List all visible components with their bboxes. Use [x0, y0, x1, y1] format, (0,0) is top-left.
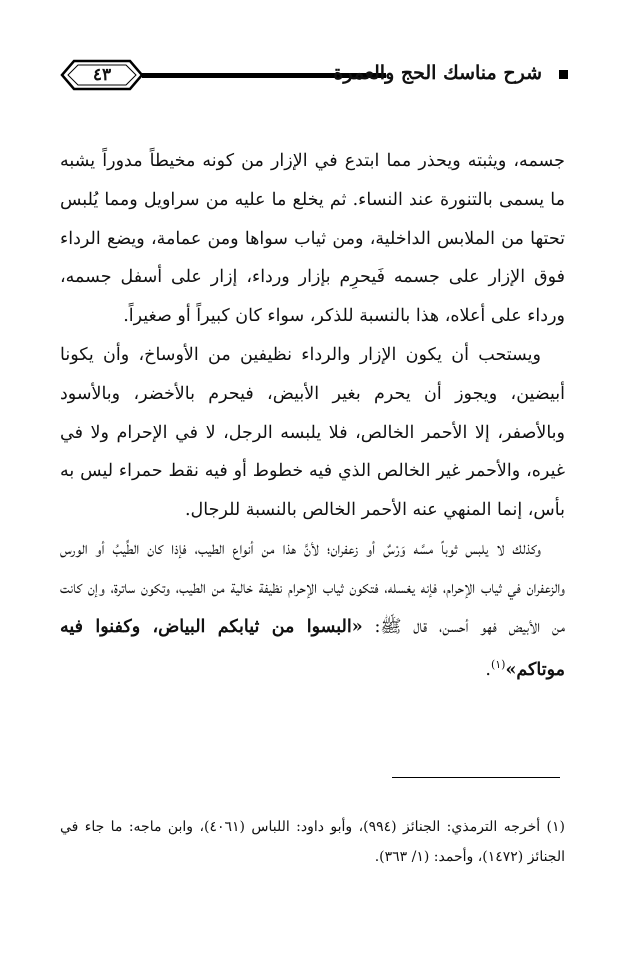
footnote-divider [392, 777, 560, 778]
paragraph-2: ويستحب أن يكون الإزار والرداء نظيفين من الأوساخ، وأن يكونا أبيضين، ويجوز أن يحرم بغير الأبيض، فيحرم بالأخضر، وبالأسود وبالأصفر، إلا الأحمر الخالص، فلا يلبسه الرجل، لا في الإحرام ولا في غيره، والأحمر غير الخالص الذي فيه خطوط أو فيه نقط حمراء ليس به بأس، إنما المنهي عنه الأحمر الخالص بالنسبة للرجال. [60, 344, 565, 521]
page-number-badge [60, 58, 144, 92]
footnote: (١) أخرجه الترمذي: الجنائز (٩٩٤)، وأبو داود: اللباس (٤٠٦١)، وابن ماجه: ما جاء في الجنائز (١٤٧٢)، وأحمد: (١/ ٣٦٣). [60, 819, 565, 865]
paragraph-3 [60, 530, 565, 690]
title-bullet-icon [559, 70, 568, 79]
main-text [60, 142, 565, 690]
paragraph-3-text: وكذلك لا يلبس ثوباً مسَّه وَرْسٌ أو زعفران؛ لأنَّ هذا من أنواع الطيب، فإذا كان الطِّيبُ أو الورس والزعفران في ثياب الإحرام، فإنه يغسله، فتكون ثياب الإحرام نظيفة خالية من الطيب، وتكون ساترة، وإن كانت من الأبيض فهو أحسن، قال ﷺ: [60, 538, 565, 637]
page-header [60, 54, 568, 98]
hadith-quote: «البسوا من ثيابكم البياض، وكفنوا فيه موتاكم» [60, 616, 565, 681]
paragraph-1: جسمه، ويثبته ويحذر مما ابتدع في الإزار من كونه مخيطاً مدوراً يشبه ما يسمى بالتنورة عند النساء. ثم يخلع ما عليه من سراويل ومما يُلبس تحتها من الملابس الداخلية، ومن ثياب سواها ومن عمامة، ويضع الرداء فوق الإزار على جسمه فَيحرِم بإزار ورداء، إزار على أسفل جسمه، ورداء على أعلاه، هذا بالنسبة للذكر، سواء كان كبيراً أو صغيراً. [60, 151, 565, 327]
page-number: ٤٣ [92, 65, 112, 85]
book-title: شرح مناسك الحج والعمرة [333, 62, 542, 84]
footnote-marker: (١) [490, 658, 506, 672]
paragraph-3-end: . [485, 660, 491, 681]
